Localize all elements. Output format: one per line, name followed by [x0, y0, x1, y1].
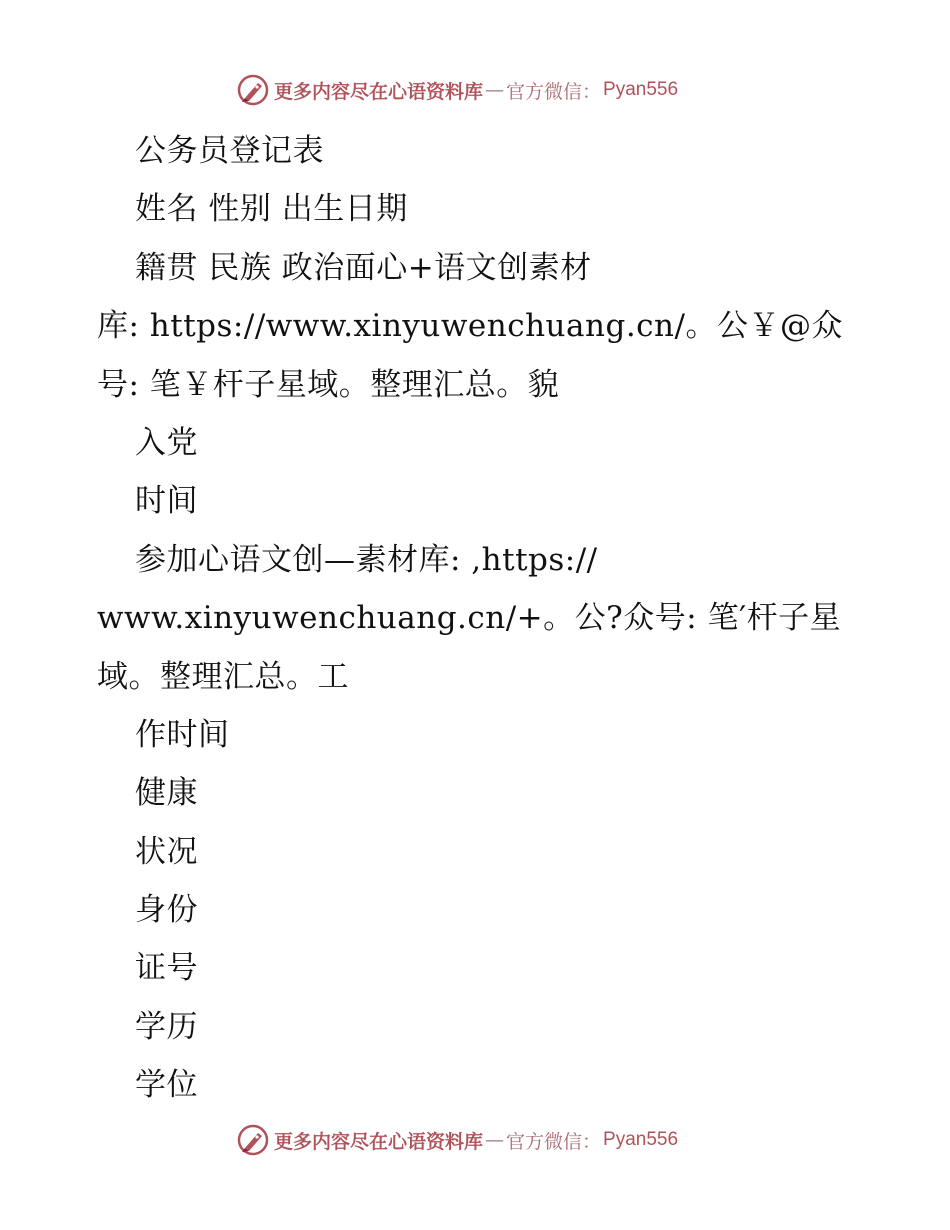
document-line: 域。整理汇总。工 — [97, 658, 349, 695]
document-line: 状况 — [135, 833, 198, 870]
document-line: 健康 — [135, 775, 198, 812]
document-line: www.xinyuwenchuang.cn/+。公?众号: 笔′杆子星 — [97, 600, 842, 637]
document-line: 公务员登记表 — [135, 133, 324, 169]
document-line: 证号 — [135, 950, 198, 987]
pen-nib-logo-icon — [236, 73, 270, 107]
document-line: 作时间 — [135, 716, 230, 753]
document-body — [97, 122, 857, 1115]
document-line: 参加心语文创—素材库: ,https:// — [135, 541, 598, 578]
document-line: 入党 — [135, 424, 198, 461]
footer-banner — [236, 1122, 678, 1158]
document-line: 时间 — [135, 483, 198, 520]
banner-wechat-label: 官方微信： — [506, 80, 602, 103]
document-line: 库: https://www.xinyuwenchuang.cn/。公￥@众 — [97, 308, 843, 345]
banner-main-text: 更多内容尽在心语资料库 — [274, 1130, 484, 1153]
banner-wechat-id: Pyan556 — [603, 79, 679, 100]
document-line: 学位 — [135, 1067, 198, 1104]
document-line: 学历 — [135, 1008, 198, 1045]
document-line: 号: 笔￥杆子星域。整理汇总。貌 — [97, 366, 560, 403]
document-line: 籍贯 民族 政治面心+语文创素材 — [135, 249, 592, 286]
pen-nib-logo-icon — [236, 1123, 270, 1157]
banner-main-text: 更多内容尽在心语资料库 — [274, 80, 484, 103]
banner-wechat-label: 官方微信： — [506, 1130, 602, 1153]
banner-separator: — — [485, 1129, 505, 1151]
document-line: 姓名 性别 出生日期 — [135, 191, 408, 228]
banner-wechat-id: Pyan556 — [603, 1129, 679, 1150]
banner-separator: — — [485, 79, 505, 101]
document-line: 身份 — [135, 892, 198, 929]
header-banner — [236, 72, 678, 108]
